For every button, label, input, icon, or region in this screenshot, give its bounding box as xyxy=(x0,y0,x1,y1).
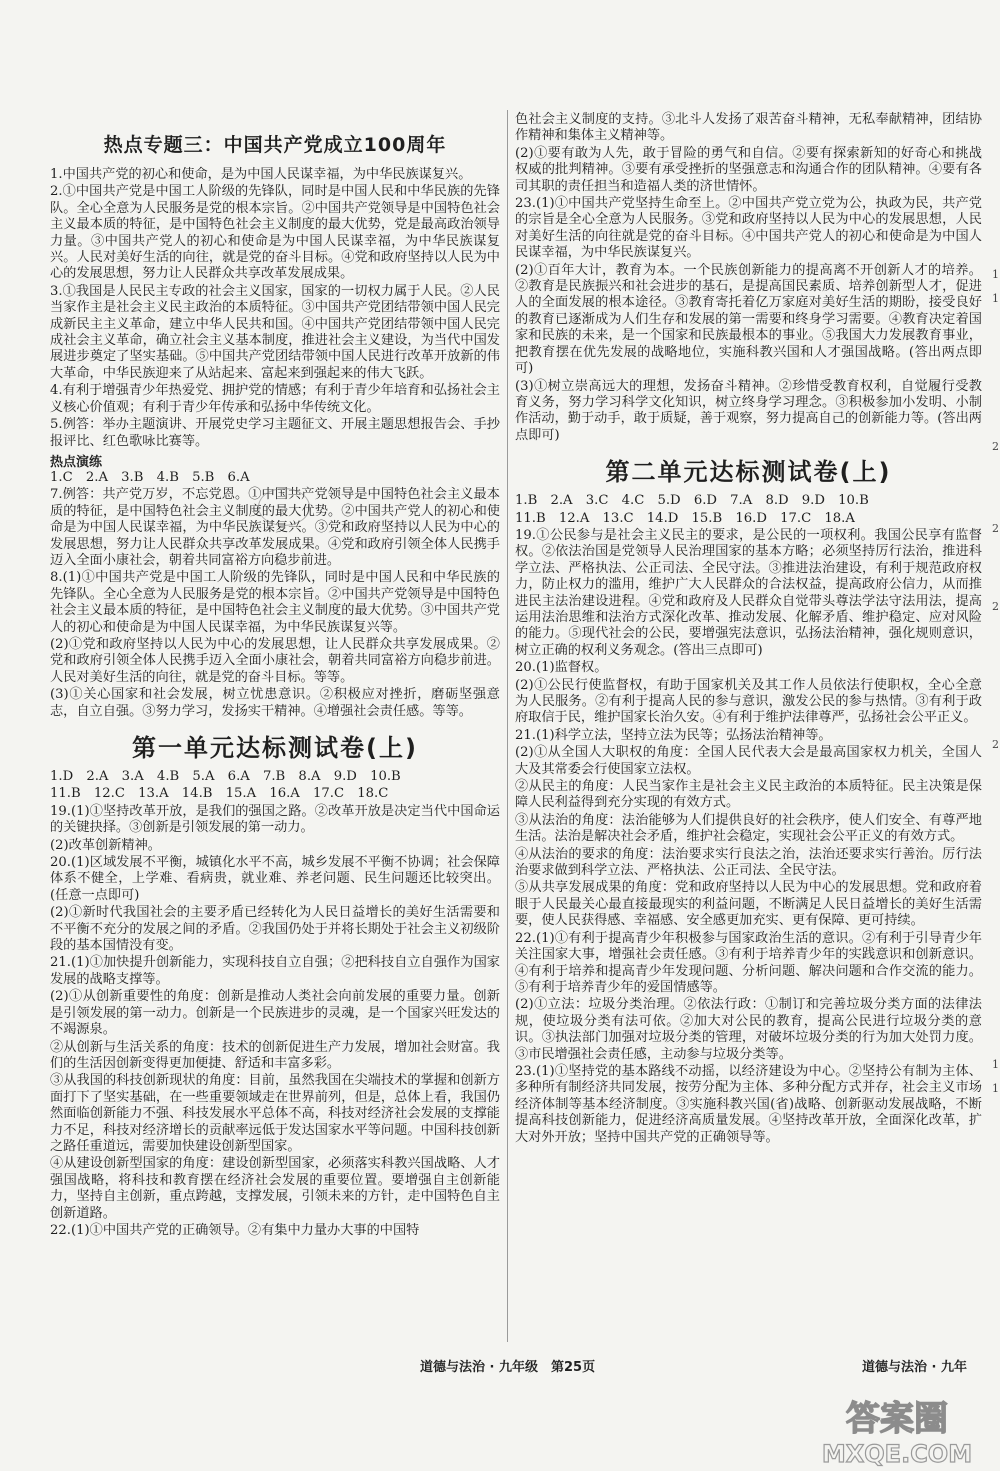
answer-paragraph: ⑤从共享发展成果的角度：党和政府坚持以人民为中心的发展思想。党和政府着眼于人民最关心最直接最现实的利益问题，不断满足人民日益增长的美好生活需要，使人民获得感、幸福感、安全感更加充实、更有保障、更可持续。 xyxy=(515,880,982,929)
answer-paragraph: 20.(1)区域发展不平衡，城镇化水平不高，城乡发展不平衡不协调；社会保障体系不健全，上学难、看病贵，就业难、养老问题、民生问题还比较突出。(任意一点即可) xyxy=(50,855,500,903)
answer-paragraph: (2)①新时代我国社会的主要矛盾已经转化为人民日益增长的美好生活需要和不平衡不充分的发展之间的矛盾。②我国仍处于并将长期处于社会主义初级阶段的基本国情没有变。 xyxy=(50,905,500,954)
answer-paragraph: ②从民主的角度：人民当家作主是社会主义民主政治的本质特征。民主决策是保障人民利益得到充分实现的有效方式。 xyxy=(515,779,982,811)
answer-paragraph: 20.(1)监督权。 xyxy=(515,660,608,676)
hot-topic-answers xyxy=(50,167,500,450)
answer-paragraph: 21.(1)①加快提升创新能力，实现科技自立自强；②把科技自立自强作为国家发展的战略支撑等。 xyxy=(50,955,500,987)
answer-paragraph: 11.B 12.C 13.A 14.B 15.A 16.A 17.C 18.C xyxy=(50,786,389,802)
answer-paragraph: 3.①我国是人民民主专政的社会主义国家，国家的一切权力属于人民。②人民当家作主是社会主义民主政治的本质特征。③中国共产党团结带领中国人民完成新民主主义革命，建立中华人民共和国。④中国共产党团结带领中国人民完成社会主义革命，确立社会主义基本制度，推进社会主义建设，为当代中国发展进步奠定了坚实基础。⑤中国共产党团结带领中国人民进行改革开放新的伟大革命，中华民族迎来了从站起来、富起来到强起来的伟大飞跃。 xyxy=(50,283,500,381)
watermark-top-text: 答案圈 xyxy=(846,1399,948,1439)
edge-mark: 2 xyxy=(992,738,999,751)
edge-mark: 1 xyxy=(992,292,999,305)
answer-paragraph: (2)①从创新重要性的角度：创新是推动人类社会向前发展的重要力量。创新是引领发展的第一动力。创新是一个民族进步的灵魂，是一个国家兴旺发达的不竭源泉。 xyxy=(50,989,500,1038)
answer-paragraph: (2)①从全国人大职权的角度：全国人民代表大会是最高国家权力机关，全国人大及其常委会行使国家立法权。 xyxy=(515,745,982,777)
watermark-bottom-text: MXQE.COM xyxy=(821,1440,973,1468)
edge-mark: 1 xyxy=(992,1058,999,1071)
edge-mark: 1 xyxy=(992,268,999,281)
answer-paragraph: 2.①中国共产党是中国工人阶级的先锋队，同时是中国人民和中华民族的先锋队。全心全意为人民服务是党的根本宗旨。②中国共产党领导是中国特色社会主义最本质的特征，是中国特色社会主义制度的最大优势，党是最高政治领导力量。③中国共产党人的初心和使命是为中国人民谋幸福，为中华民族谋复兴。人民对美好生活的向往，就是党的奋斗目标。④党和政府坚持以人民为中心的发展思想，努力让人民群众共享改革发展成果。 xyxy=(50,184,500,282)
faint-stamp-mark xyxy=(258,488,310,526)
answer-paragraph: ③从我国的科技创新现状的角度：目前，虽然我国在尖端技术的掌握和创新方面打下了坚实基础，在一些重要领域走在世界前列，但是，总体上看，我国仍然面临创新能力不强、科技发展水平总体不高，科技对经济社会发展的支撑能力不足，科技对经济增长的贡献率远低于发达国家水平等问题。中国科技创新之路任重道远，需要加快建设创新型国家。 xyxy=(50,1073,500,1154)
answer-paragraph: 8.(1)①中国共产党是中国工人阶级的先锋队，同时是中国人民和中华民族的先锋队。全心全意为人民服务是党的根本宗旨。②中国共产党领导是中国特色社会主义最本质的特征，是中国特色社会主义制度的最大优势。③中国共产党人的初心和使命是为中国人民谋幸福，为中华民族谋复兴等。 xyxy=(50,570,500,635)
edge-mark: 2 xyxy=(992,522,999,535)
section-title-hot-topic: 热点专题三：中国共产党成立100周年 xyxy=(103,134,447,156)
unit2-answers xyxy=(515,493,982,1146)
answer-paragraph: 1.D 2.A 3.A 4.B 5.A 6.A 7.B 8.A 9.D 10.B xyxy=(50,769,401,784)
footer-next-page-label: 道德与法治 · 九年 xyxy=(862,1360,967,1375)
answer-paragraph: ④从法治的要求的角度：法治要求实行良法之治，法治还要求实行善治。厉行法治要求做到科学立法、严格执法、公正司法、全民守法。 xyxy=(515,846,982,879)
answer-paragraph: 4.有利于增强青少年热爱党、拥护党的情感；有利于青少年培育和弘扬社会主义核心价值观；有利于青少年传承和弘扬中华传统文化。 xyxy=(50,383,500,415)
answer-paragraph: 1.B 2.A 3.C 4.C 5.D 6.D 7.A 8.D 9.D 10.B xyxy=(515,493,869,509)
section-title-unit2: 第二单元达标测试卷(上) xyxy=(605,458,892,487)
answer-paragraph: 7.例答：共产党万岁，不忘党恩。①中国共产党领导是中国特色社会主义最本质的特征，是中国特色社会主义制度的最大优势。②中国共产党人的初心和使命是为中国人民谋幸福，为中华民族谋复兴。③党和政府坚持以人民为中心的发展思想，努力让人民群众共享改革发展成果。④党和政府引领全体人民携手迈入全面小康社会，朝着共同富裕方向稳步前进。 xyxy=(50,487,500,568)
edge-mark: 2 xyxy=(992,440,999,453)
answer-paragraph: (2)①公民行使监督权，有助于国家机关及其工作人员依法行使职权，全心全意为人民服务。②有利于提高人民的参与意识，激发公民的参与热情。③有利于政府取信于民，维护国家长治久安。④有利于维护法律尊严，弘扬社会公平正义。 xyxy=(515,677,982,726)
unit1-answers xyxy=(50,769,500,1239)
answer-paragraph: 5.例答：举办主题演讲、开展党史学习主题征文、开展主题思想报告会、手抄报评比、红色歌咏比赛等。 xyxy=(50,417,500,449)
answer-paragraph: 色社会主义制度的支持。③北斗人发扬了艰苦奋斗精神，无私奉献精神，团结协作精神和集体主义精神等。 xyxy=(515,112,982,144)
answer-paragraph: ②从创新与生活关系的角度：技术的创新促进生产力发展，增加社会财富。我们的生活因创新变得更加便捷、舒适和丰富多彩。 xyxy=(50,1039,500,1071)
edge-mark: 1 xyxy=(992,1082,999,1095)
answer-paragraph: 22.(1)①有利于提高青少年积极参与国家政治生活的意识。②有利于引导青少年关注国家大事，增强社会责任感。③有利于培养青少年的实践意识和创新意识。④有利于培养和提高青少年发现问题、分析问题、解决问题和合作交流的能力。⑤有利于培养青少年的爱国情感等。 xyxy=(515,930,982,995)
left-column xyxy=(50,108,500,1240)
edge-mark: 2 xyxy=(992,600,999,613)
answer-paragraph: (2)改革创新精神。 xyxy=(50,837,161,853)
continued-answers xyxy=(515,112,982,444)
answer-paragraph: (3)①关心国家和社会发展，树立忧患意识。②积极应对挫折，磨砺坚强意志，自立自强。③努力学习，发扬实干精神。④增强社会责任感。等等。 xyxy=(50,687,500,719)
subheading-practice: 热点演练 xyxy=(50,454,103,470)
answer-paragraph: 22.(1)①中国共产党的正确领导。②有集中力量办大事的中国特 xyxy=(50,1222,420,1238)
answer-paragraph: ④从建设创新型国家的角度：建设创新型国家，必须落实科教兴国战略、人才强国战略，将科技和教育摆在经济社会发展的重要位置。要增强自主创新能力，坚持自主创新，重点跨越，支撑发展，引领未来的方针，走中国特色自主创新道路。 xyxy=(50,1156,500,1221)
answer-paragraph: 11.B 12.A 13.C 14.D 15.B 16.D 17.C 18.A xyxy=(515,510,855,526)
site-watermark-logo xyxy=(792,1392,992,1468)
answer-paragraph: 19.①公民参与是社会主义民主的要求，是公民的一项权利。我国公民享有监督权。②依法治国是党领导人民治理国家的基本方略；必须坚持厉行法治，推进科学立法、严格执法、公正司法、全民守法。③推进法治建设，有利于规范政府权力，防止权力的滥用，维护广大人民群众的合法权益，提高政府公信力，从而推进民主法治建设进程。④党和政府及人民群众自觉带头尊法学法守法用法，提高运用法治思维和法治方式深化改革、推动发展、化解矛盾、维护稳定、应对风险的能力。⑤现代社会的公民，要增强宪法意识，弘扬法治精神，强化规则意识，树立正确的权利义务观念。(答出三点即可) xyxy=(515,527,982,658)
answer-paragraph: (2)①要有敢为人先，敢于冒险的勇气和自信。②要有探索新知的好奇心和挑战权威的批判精神。③要有承受挫折的坚强意志和沟通合作的团队精神。④要有各司其职的责任担当和造福人类的济世情怀。 xyxy=(515,145,982,194)
answer-paragraph: 21.(1)科学立法，坚持立法为民等；弘扬法治精神等。 xyxy=(515,727,832,743)
answer-paragraph: (2)①立法：垃圾分类治理。②依法行政：①制订和完善垃圾分类方面的法律法规，使垃圾分类有法可依。②加大对公民的教育，提高公民进行垃圾分类的意识。③执法部门加强对垃圾分类的管理，对破坏垃圾分类的行为加大处罚力度。③市民增强社会责任感，主动参与垃圾分类等。 xyxy=(515,997,982,1062)
answer-paragraph: (2)①党和政府坚持以人民为中心的发展思想，让人民群众共享发展成果。②党和政府引领全体人民携手迈入全面小康社会，朝着共同富裕方向稳步前进。人民对美好生活的向往，就是党的奋斗目标。等等。 xyxy=(50,636,500,685)
answer-paragraph: 1.中国共产党的初心和使命，是为中国人民谋幸福，为中华民族谋复兴。 xyxy=(50,167,472,182)
answer-paragraph: ③从法治的角度：法治能够为人们提供良好的社会秩序，使人们安全、有尊严地生活。法治是解决社会矛盾，维护社会稳定，实现社会公平正义的有效方式。 xyxy=(515,812,982,845)
answer-paragraph: 23.(1)①中国共产党坚持生命至上。②中国共产党立党为公，执政为民，共产党的宗旨是全心全意为人民服务。③党和政府坚持以人民为中心的发展思想，人民对美好生活的向往就是党的奋斗目标。④中国共产党人的初心和使命是为中国人民谋幸福，为中华民族谋复兴。 xyxy=(515,196,982,261)
answer-paragraph: 1.C 2.A 3.B 4.B 5.B 6.A xyxy=(50,469,250,485)
answer-paragraph: (3)①树立崇高远大的理想，发扬奋斗精神。②珍惜受教育权利，自觉履行受教育义务，努力学习科学文化知识，树立终身学习理念。③积极参加小发明、小制作活动，勤于动手，敢于质疑，善于观察，努力提高自己的创新能力等。(答出两点即可) xyxy=(515,378,982,443)
answer-paragraph: (2)①百年大计，教育为本。一个民族创新能力的提高离不开创新人才的培养。②教育是民族振兴和社会进步的基石，是提高国民素质、培养创新型人才，促进人的全面发展的根本途径。③教育寄托着亿万家庭对美好生活的期盼，接受良好的教育已逐渐成为人们生存和发展的第一需要和终身学习需要。④教育决定着国家和民族的未来，是一个国家和民族最根本的事业。⑤我国大力发展教育事业，把教育摆在优先发展的战略地位，实施科教兴国和人才强国战略。(答出两点即可) xyxy=(515,262,982,377)
column-divider xyxy=(507,110,508,1342)
answer-paragraph: 23.(1)①坚持党的基本路线不动摇，以经济建设为中心。②坚持公有制为主体、多种所有制经济共同发展，按劳分配为主体、多种分配方式并存，社会主义市场经济体制等基本经济制度。③实施科教兴国(省)战略、创新驱动发展战略，不断提高科技创新能力，促进经济高质量发展。④坚持改革开放，全面深化改革，扩大对外开放；坚持中国共产党的正确领导等。 xyxy=(515,1063,982,1145)
right-column xyxy=(515,112,982,1147)
section-title-unit1: 第一单元达标测试卷(上) xyxy=(132,734,418,762)
footer-page-label: 道德与法治 · 九年级 第25页 xyxy=(420,1360,596,1375)
answer-paragraph: 19.(1)①坚持改革开放，是我们的强国之路。②改革开放是决定当代中国命运的关键抉择。③创新是引领发展的第一动力。 xyxy=(50,803,500,836)
